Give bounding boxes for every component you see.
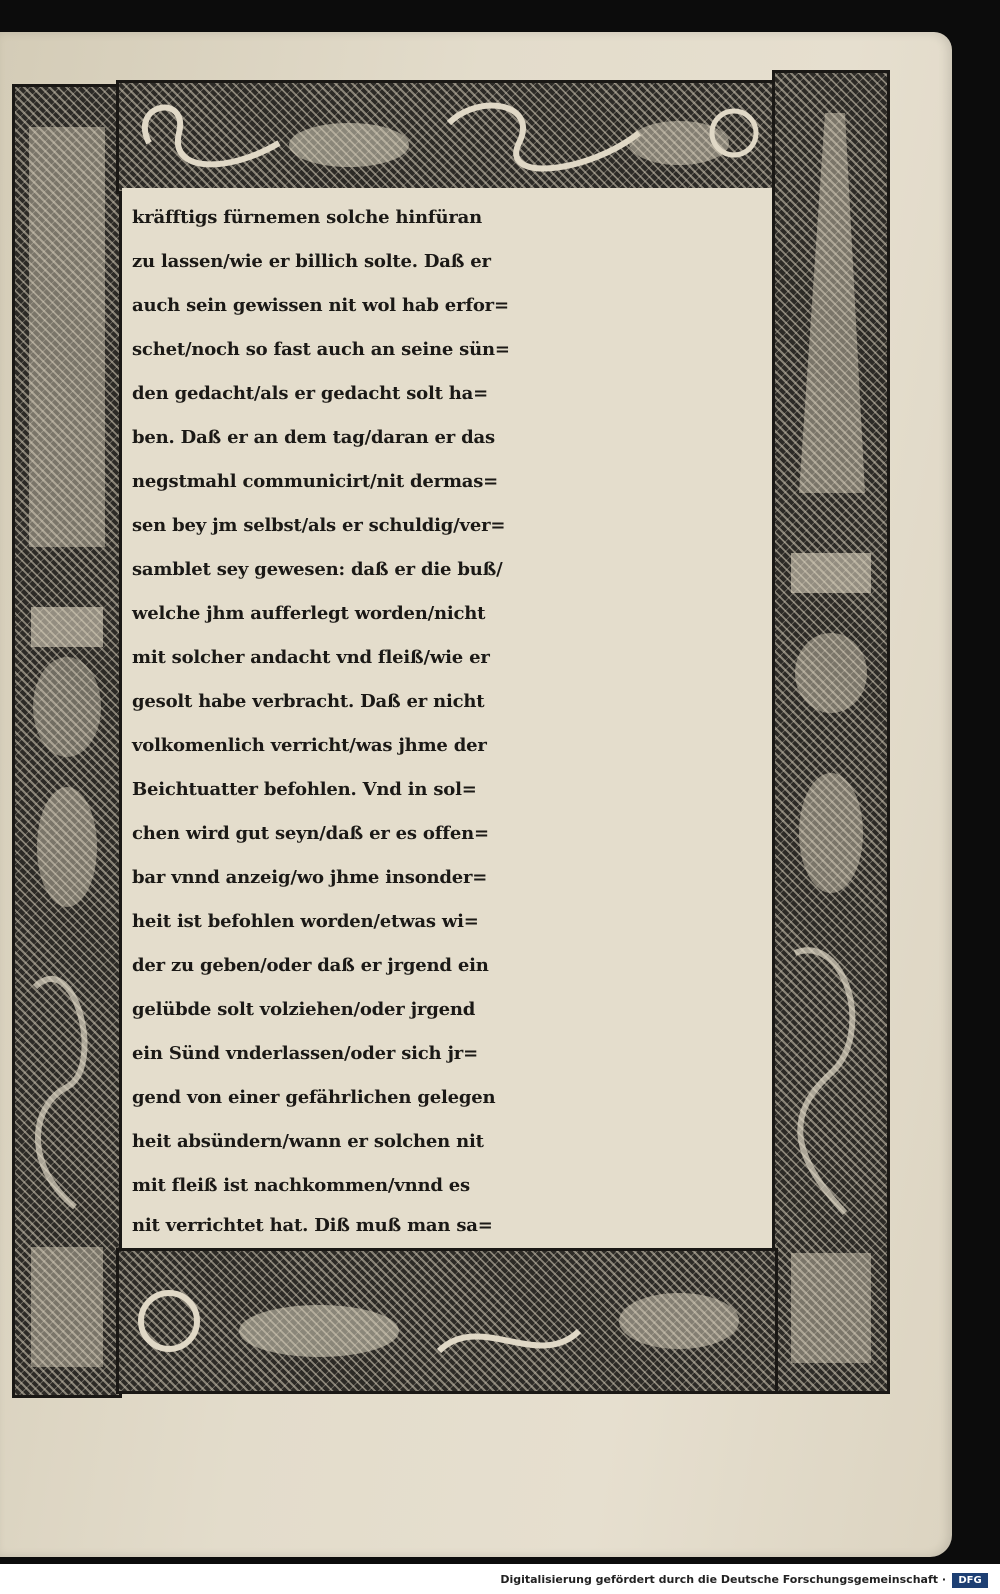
body-text-block [122,188,772,1248]
text-line: volkomenlich verricht/was jhme der [132,735,487,756]
text-line: mit fleiß ist nachkommen/vnnd es [132,1175,470,1196]
right-woodcut-border [772,70,890,1394]
top-border-ornament-icon [119,83,775,191]
text-line: auch sein gewissen nit wol hab erfor= [132,295,509,316]
text-line: mit solcher andacht vnd fleiß/wie er [132,647,490,668]
text-line: gend von einer gefährlichen gelegen [132,1087,496,1108]
text-line: chen wird gut seyn/daß er es offen= [132,823,489,844]
text-line: zu lassen/wie er billich solte. Daß er [132,251,491,272]
text-line: heit ist befohlen worden/etwas wi= [132,911,479,932]
left-border-ornament-icon [15,87,119,1395]
text-line: sen bey jm selbst/als er schuldig/ver= [132,515,506,536]
text-line: kräfftigs fürnemen solche hinfüran [132,207,482,228]
text-line: ein Sünd vnderlassen/oder sich jr= [132,1043,478,1064]
text-line: schet/noch so fast auch an seine sün= [132,339,510,360]
left-woodcut-border [12,84,122,1398]
text-line: den gedacht/als er gedacht solt ha= [132,383,489,404]
text-line: gesolt habe verbracht. Daß er nicht [132,691,485,712]
bottom-woodcut-border [116,1248,778,1394]
text-line: negstmahl communicirt/nit dermas= [132,471,499,492]
right-border-ornament-icon [775,73,887,1391]
funding-credit-text: Digitalisierung gefördert durch die Deutsche Forschungsgemeinschaft · [500,1573,946,1586]
text-line: heit absündern/wann er solchen nit [132,1131,484,1152]
dfg-logo-icon: DFG [952,1573,988,1588]
bottom-border-ornament-icon [119,1251,775,1391]
text-line: bar vnnd anzeig/wo jhme insonder= [132,867,488,888]
text-line: Beichtuatter befohlen. Vnd in sol= [132,779,477,800]
text-line: gelübde solt volziehen/oder jrgend [132,999,476,1020]
top-woodcut-border [116,80,778,194]
text-line: nit verrichtet hat. Diß muß man sa= [132,1215,493,1236]
digitization-footer [0,1564,1000,1594]
text-line: ben. Daß er an dem tag/daran er das [132,427,495,448]
text-line: der zu geben/oder daß er jrgend ein [132,955,489,976]
text-line: welche jhm aufferlegt worden/nicht [132,603,486,624]
text-line: samblet sey gewesen: daß er die buß/ [132,559,503,580]
